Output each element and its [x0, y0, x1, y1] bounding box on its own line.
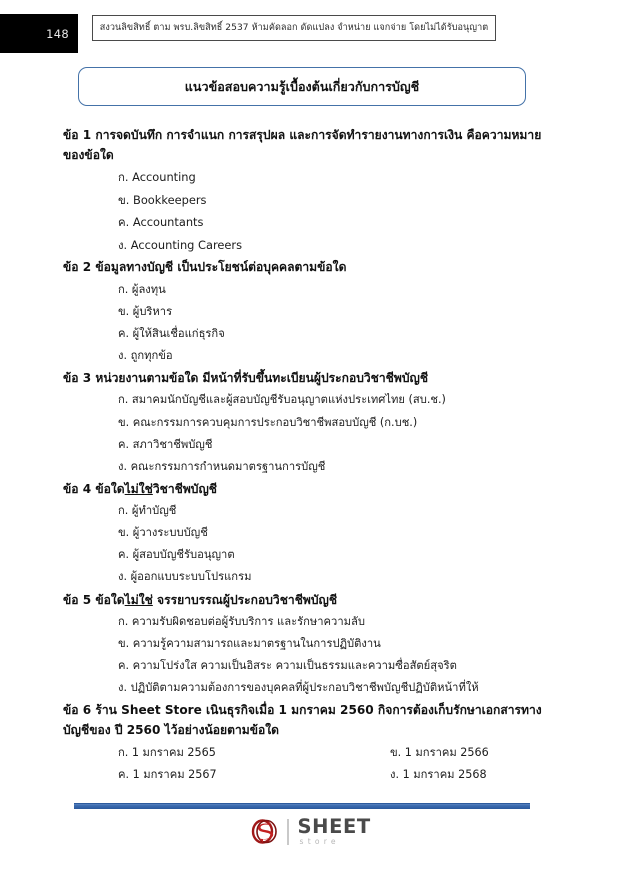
question-5	[0, 591, 620, 700]
logo-wordmark	[298, 817, 371, 845]
option-item[interactable]: ง. ผู้ออกแบบระบบโปรแกรม	[118, 570, 252, 584]
logo-primary-text: SHEET	[297, 815, 371, 839]
option-item[interactable]: ข. 1 มกราคม 2566	[390, 745, 489, 759]
page-number-value: 148	[46, 26, 69, 41]
option-item[interactable]: ค. ผู้ให้สินเชื่อแก่ธุรกิจ	[118, 326, 225, 340]
option-item[interactable]: ข. Bookkeepers	[118, 192, 207, 207]
question-1	[0, 126, 620, 256]
option-item[interactable]: ค. Accountants	[118, 215, 204, 230]
logo-secondary-text: store	[299, 836, 340, 846]
option-item[interactable]: ค. ความโปร่งใส ความเป็นอิสระ ความเป็นธรรมและความซื่อสัตย์สุจริต	[118, 659, 457, 673]
option-item[interactable]: ข. ผู้วางระบบบัญชี	[118, 526, 208, 540]
question-4-stem-before: ข้อ 4 ข้อใด	[63, 481, 125, 496]
option-item[interactable]: ง. 1 มกราคม 2568	[390, 767, 487, 781]
question-3	[0, 369, 620, 478]
question-5-stem	[0, 591, 620, 611]
sheet-store-logo-icon	[249, 816, 280, 847]
option-item[interactable]: ก. ความรับผิดชอบต่อผู้รับบริการ และรักษาความลับ	[118, 615, 365, 629]
page-title: แนวข้อสอบความรู้เบื้องต้นเกี่ยวกับการบัญชี	[184, 78, 420, 94]
exam-title-banner	[78, 67, 526, 106]
question-4-stem-after: วิชาชีพบัญชี	[152, 481, 217, 496]
option-item[interactable]: ก. Accounting	[118, 170, 196, 185]
copyright-notice-text: สงวนลิขสิทธิ์ ตาม พรบ.ลิขสิทธิ์ 2537 ห้ามคัดลอก ดัดแปลง จำหน่าย แจกจ่าย โดยไม่ได้รับอนุญาต	[99, 23, 489, 33]
question-6-stem: ข้อ 6 ร้าน Sheet Store เนินธุรกิจเมื่อ 1 มกราคม 2560 กิจการต้องเก็บรักษาเอกสารทางบัญชีของ ปี 2560 ไว้อย่างน้อยตามข้อใด	[63, 703, 542, 737]
question-2-stem: ข้อ 2 ข้อมูลทางบัญชี เป็นประโยชน์ต่อบุคคลตามข้อใด	[63, 260, 347, 275]
option-item[interactable]: ค. 1 มกราคม 2567	[118, 767, 217, 781]
question-4-stem-emphasis: ไม่ใช่	[124, 481, 153, 496]
option-item[interactable]: ง. ปฏิบัติตามความต้องการของบุคคลที่ผู้ประกอบวิชาชีพบัญชีปฏิบัติหน้าที่ให้	[118, 681, 479, 695]
option-item[interactable]: ง. Accounting Careers	[118, 237, 243, 252]
question-3-options	[0, 388, 620, 477]
question-4-options	[0, 499, 620, 588]
logo-divider	[287, 819, 288, 845]
page-number-badge	[0, 14, 78, 53]
question-1-options	[0, 165, 620, 256]
option-item[interactable]: ค. ผู้สอบบัญชีรับอนุญาต	[118, 548, 235, 562]
option-item[interactable]: ก. 1 มกราคม 2565	[118, 745, 216, 759]
footer-logo	[0, 816, 620, 847]
question-4	[0, 480, 620, 589]
question-4-stem	[0, 480, 620, 500]
option-item[interactable]: ก. ผู้ทำบัญชี	[118, 504, 177, 518]
copyright-notice-box	[92, 15, 496, 41]
question-2-options	[0, 278, 620, 367]
option-item[interactable]: ค. สภาวิชาชีพบัญชี	[118, 437, 213, 451]
question-2	[0, 258, 620, 367]
option-item[interactable]: ง. คณะกรรมการกำหนดมาตรฐานการบัญชี	[118, 459, 326, 473]
option-item[interactable]: ข. คณะกรรมการควบคุมการประกอบวิชาชีพสอบบัญชี (ก.บช.)	[118, 415, 418, 429]
footer-divider-rule	[74, 803, 530, 809]
option-item[interactable]: ข. ความรู้ความสามารถและมาตรฐานในการปฏิบัติงาน	[118, 637, 381, 651]
question-5-stem-emphasis: ไม่ใช่	[124, 592, 153, 607]
question-3-stem: ข้อ 3 หน่วยงานตามข้อใด มีหน้าที่รับขึ้นทะเบียนผู้ประกอบวิชาชีพบัญชี	[63, 370, 429, 385]
option-row	[118, 742, 620, 764]
question-6	[0, 701, 620, 786]
option-item[interactable]: ก. สมาคมนักบัญชีและผู้สอบบัญชีรับอนุญาตแห่งประเทศไทย (สบ.ช.)	[118, 393, 446, 407]
question-5-stem-after: จรรยาบรรณผู้ประกอบวิชาชีพบัญชี	[152, 592, 338, 607]
option-item[interactable]: ข. ผู้บริหาร	[118, 304, 173, 318]
option-row	[118, 764, 620, 786]
question-5-options	[0, 610, 620, 699]
question-1-stem: ข้อ 1 การจดบันทึก การจำแนก การสรุปผล และการจัดทำรายงานทางการเงิน คือความหมายของข้อใด	[63, 128, 542, 162]
option-item[interactable]: ง. ถูกทุกข้อ	[118, 348, 173, 362]
question-5-stem-before: ข้อ 5 ข้อใด	[63, 592, 125, 607]
exam-body	[0, 126, 620, 788]
question-6-options	[0, 741, 620, 787]
option-item[interactable]: ก. ผู้ลงทุน	[118, 282, 166, 296]
